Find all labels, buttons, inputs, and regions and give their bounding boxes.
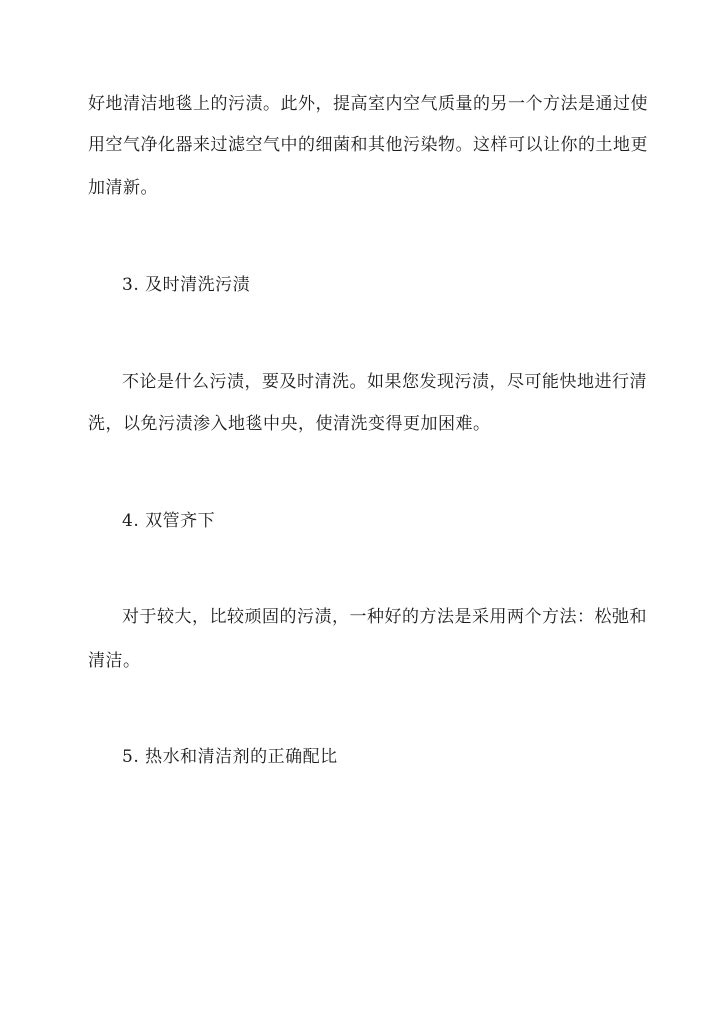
paragraph-1-line-3: 加清新。 bbox=[88, 178, 158, 198]
paragraph-2-line-2: 洗，以免污渍渗入地毯中央，使清洗变得更加困难。 bbox=[88, 414, 491, 434]
paragraph-1-line-1: 好地清洁地毯上的污渍。此外，提高室内空气质量的另一个方法是通过使 bbox=[88, 94, 648, 114]
paragraph-2-line-1: 不论是什么污渍，要及时清洗。如果您发现污渍，尽可能快地进行清 bbox=[122, 372, 647, 392]
section-heading-3: 3. 及时清洗污渍 bbox=[122, 275, 251, 295]
paragraph-3-line-1: 对于较大，比较顽固的污渍，一种好的方法是采用两个方法：松弛和 bbox=[122, 607, 647, 627]
section-heading-5: 5. 热水和清洁剂的正确配比 bbox=[122, 747, 338, 767]
paragraph-3-line-2: 清洁。 bbox=[88, 651, 141, 671]
paragraph-1-line-2: 用空气净化器来过滤空气中的细菌和其他污染物。这样可以让你的土地更 bbox=[88, 135, 648, 155]
section-heading-4: 4. 双管齐下 bbox=[122, 511, 216, 531]
